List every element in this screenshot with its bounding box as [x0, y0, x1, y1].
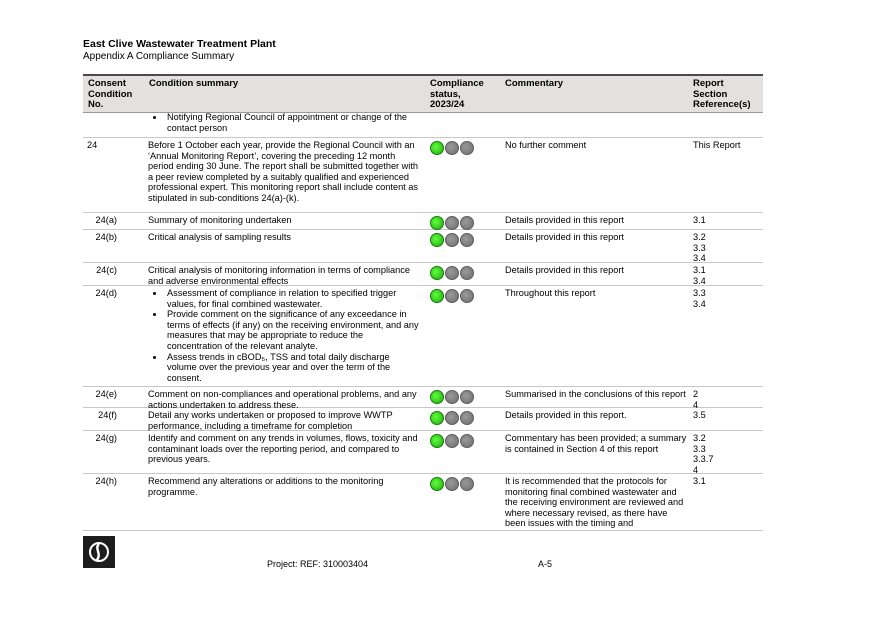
report-section-references [693, 410, 761, 421]
green-light [430, 216, 444, 230]
report-section-references [693, 288, 761, 309]
table-row [83, 213, 763, 230]
condition-summary: Critical analysis of monitoring information in terms of compliance and adverse environmental effects [148, 265, 410, 286]
grey-light [460, 141, 474, 155]
commentary: Summarised in the conclusions of this report [505, 389, 686, 399]
section-reference: 3.3 [693, 242, 706, 253]
compliance-status-indicator [430, 389, 496, 404]
commentary: Details provided in this report [505, 265, 624, 275]
green-light [430, 289, 444, 303]
commentary: Details provided in this report. [505, 410, 627, 420]
summary-bullet: • Notifying Regional Council of appointment or change of the contact person [165, 112, 420, 133]
report-section-references [693, 433, 761, 475]
grey-light [445, 390, 459, 404]
table-row [83, 474, 763, 531]
compliance-status-indicator [430, 476, 496, 491]
summary-bullet: • Assessment of compliance in relation to specified trigger values, for final combined wastewater. [165, 288, 420, 309]
grey-light [445, 266, 459, 280]
summary-bullet: • Assess trends in cBOD₅, TSS and total daily discharge volume over the previous year and over the term of the consent. [165, 352, 420, 384]
grey-light [445, 411, 459, 425]
section-reference: 2 [693, 389, 699, 399]
traffic-light-icon [430, 289, 476, 303]
grey-light [445, 233, 459, 247]
compliance-status-indicator [430, 288, 496, 303]
section-reference: 3.4 [693, 275, 706, 286]
condition-summary: Identify and comment on any trends in volumes, flows, toxicity and contaminant loads over the reporting period, and compared to previous years. [148, 433, 418, 465]
green-light [430, 141, 444, 155]
consent-number: 24(g) [95, 433, 117, 443]
grey-light [445, 216, 459, 230]
grey-light [460, 216, 474, 230]
header-reference: Report Section Reference(s) [693, 78, 751, 110]
grey-light [460, 434, 474, 448]
table-row [83, 113, 763, 138]
company-logo-icon [83, 536, 115, 568]
traffic-light-icon [430, 233, 476, 247]
condition-summary: Recommend any alterations or additions to the monitoring programme. [148, 476, 384, 497]
grey-light [445, 477, 459, 491]
report-section-references [693, 215, 761, 226]
compliance-status-indicator [430, 433, 496, 448]
commentary: Details provided in this report [505, 232, 624, 242]
header-consent: Consent Condition No. [88, 78, 133, 110]
consent-number: 24 [87, 140, 98, 150]
traffic-light-icon [430, 216, 476, 230]
commentary: No further comment [505, 140, 587, 150]
consent-number: 24(c) [96, 265, 117, 275]
footer-page-number: A-5 [538, 559, 553, 569]
table-row [83, 230, 763, 263]
consent-number: 24(b) [95, 232, 117, 242]
table-row [83, 408, 763, 431]
condition-summary [148, 288, 420, 383]
traffic-light-icon [430, 390, 476, 404]
consent-number: 24(f) [98, 410, 117, 420]
header-status: Compliance status, 2023/24 [430, 78, 484, 110]
grey-light [460, 289, 474, 303]
green-light [430, 266, 444, 280]
section-reference: 3.3 [693, 288, 706, 298]
document-subtitle: Appendix A Compliance Summary [83, 51, 235, 62]
table-row [83, 263, 763, 286]
green-light [430, 434, 444, 448]
table-row [83, 138, 763, 213]
grey-light [445, 141, 459, 155]
commentary: Throughout this report [505, 288, 596, 298]
section-reference: 3.3.7 [693, 454, 714, 465]
commentary: Commentary has been provided; a summary is contained in Section 4 of this report [505, 433, 687, 454]
compliance-status-indicator [430, 232, 496, 247]
green-light [430, 411, 444, 425]
section-reference: This Report [693, 140, 741, 150]
condition-summary: Detail any works undertaken or proposed to improve WWTP performance, including a timeframe for completion [148, 410, 393, 431]
report-section-references [693, 265, 761, 286]
condition-summary: Summary of monitoring undertaken [148, 215, 292, 225]
report-section-references [693, 232, 761, 264]
header-summary: Condition summary [149, 78, 239, 89]
section-reference: 3.1 [693, 265, 706, 275]
traffic-light-icon [430, 141, 476, 155]
grey-light [460, 266, 474, 280]
consent-number: 24(h) [95, 476, 117, 486]
section-reference: 4 [693, 399, 699, 410]
table-row [83, 286, 763, 387]
report-section-references [693, 476, 761, 487]
consent-number: 24(e) [95, 389, 117, 399]
summary-bullet: • Provide comment on the significance of any exceedance in terms of effects (if any) on the receiving environment, and any measures that may be appropriate to reduce the concentration of the relevant analyte. [165, 309, 420, 351]
compliance-status-indicator [430, 410, 496, 425]
traffic-light-icon [430, 477, 476, 491]
document-title: East Clive Wastewater Treatment Plant [83, 38, 276, 50]
commentary: It is recommended that the protocols for monitoring final combined wastewater and the receiving environment are reviewed and where necessary revised, as there have been issues with the timing and [505, 476, 684, 529]
section-reference: 3.4 [693, 298, 706, 309]
section-reference: 3.3 [693, 443, 706, 454]
grey-light [460, 390, 474, 404]
commentary: Details provided in this report [505, 215, 624, 225]
section-reference: 3.2 [693, 433, 706, 443]
grey-light [445, 289, 459, 303]
green-light [430, 233, 444, 247]
green-light [430, 390, 444, 404]
footer-project: Project: REF: 310003404 [267, 559, 369, 569]
consent-number: 24(d) [95, 288, 117, 298]
section-reference: 3.4 [693, 253, 706, 264]
compliance-status-indicator [430, 140, 496, 155]
traffic-light-icon [430, 434, 476, 448]
section-reference: 4 [693, 464, 699, 475]
traffic-light-icon [430, 411, 476, 425]
condition-summary [148, 112, 420, 133]
table-row [83, 431, 763, 474]
grey-light [460, 477, 474, 491]
green-light [430, 477, 444, 491]
condition-summary: Critical analysis of sampling results [148, 232, 291, 242]
section-reference: 3.5 [693, 410, 706, 420]
grey-light [460, 233, 474, 247]
table-row [83, 387, 763, 408]
section-reference: 3.2 [693, 232, 706, 242]
grey-light [445, 434, 459, 448]
consent-number: 24(a) [95, 215, 117, 225]
condition-summary: Before 1 October each year, provide the Regional Council with an ‘Annual Monitoring Report’, covering the preceding 12 month period ending 30 June. The report shall be submitted together with a peer review completed by a suitably qualified and experienced professional expert. This monitoring report shall include content as stipulated in sub-conditions 24(a)-(k). [148, 140, 419, 203]
report-section-references [693, 140, 761, 151]
table-header [83, 74, 763, 113]
report-section-references [693, 389, 761, 410]
section-reference: 3.1 [693, 215, 706, 225]
header-commentary: Commentary [505, 78, 564, 89]
traffic-light-icon [430, 266, 476, 280]
compliance-status-indicator [430, 265, 496, 280]
grey-light [460, 411, 474, 425]
compliance-table [83, 74, 763, 531]
section-reference: 3.1 [693, 476, 706, 486]
condition-summary: Comment on non-compliances and operational problems, and any actions undertaken to address these. [148, 389, 417, 410]
compliance-status-indicator [430, 215, 496, 230]
